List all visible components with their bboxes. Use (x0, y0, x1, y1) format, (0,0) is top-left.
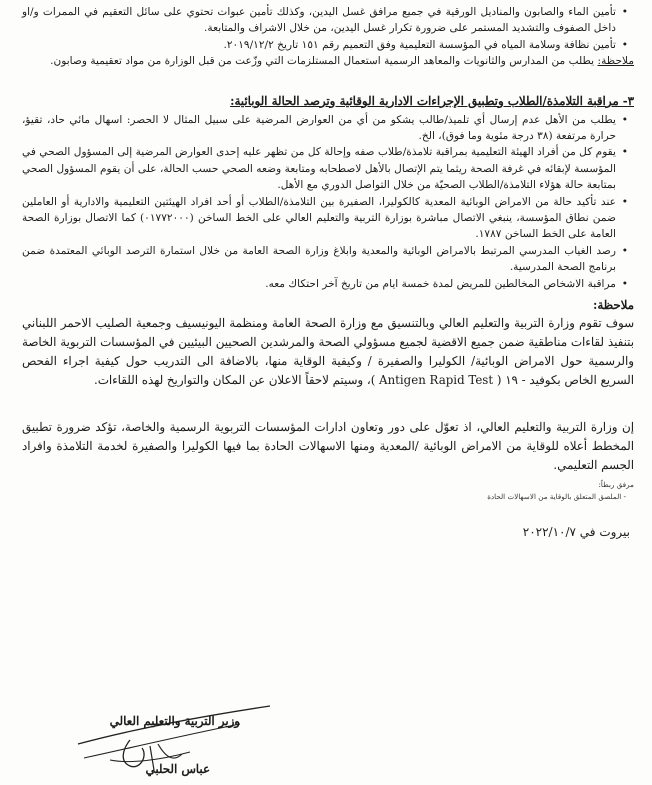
list-item: • مراقبة الاشخاص المخالطين للمريض لمدة خمسة ايام من تاريخ آخر احتكاك معه. (22, 276, 634, 292)
list-item: • عند تأكيد حالة من الامراض الوبائية المعدية كالكوليرا، الصفيرة بين التلامذة/الطلاب أو أحد افراد الهيئتين التعليمية والادارية أو العاملين ضمن نطاق المؤسسة، ينبغي الاتصال مباشرة بوزارة التربية والتعليم العالي على الخط الساخن (٠١٧٧٢٠٠٠) كما الاتصال بوزارة الصحة العامة على الخط الساخن ١٧٨٧. (22, 194, 634, 243)
attachment-block (22, 479, 634, 503)
attachment-label: مرفق ربطاً: (598, 480, 634, 490)
remark-heading: ملاحظة: (592, 298, 634, 313)
section-bullet-list (22, 112, 634, 292)
note-label: ملاحظة: (597, 55, 634, 68)
list-item: • يطلب من الأهل عدم إرسال أي تلميذ/طالب يشكو من أي من العوارض المرضية على سبيل المثال لا الحصر: اسهال مائي حاد، تقيؤ، حرارة مرتفعة (٣٨ درجة مئوية وما فوق)، الخ. (22, 112, 634, 145)
signature-title: وزير التربية والتعليم العالي (109, 714, 240, 728)
list-item: • رصد الغياب المدرسي المرتبط بالامراض الوبائية والمعدية وابلاغ وزارة الصحة العامة من خلال استمارة الترصد الوبائي المعتمدة ضمن برنامج الصحة المدرسية. (22, 243, 634, 276)
signature-name: عباس الحلبي (145, 762, 210, 776)
note-text: يطلب من المدارس والثانويات والمعاهد الرسمية استعمال المستلزمات التي وزّعت من قبل الوزارة من مواد تعقيمية وصابون. (50, 55, 595, 68)
section-heading: ٣- مراقبة التلامذة/الطلاب وتطبيق الإجراءات الادارية الوقائية وترصد الحالة الوبائية: (230, 93, 634, 108)
list-item: • يقوم كل من أفراد الهيئة التعليمية بمراقبة تلامذة/طلاب صفه وإحالة كل من تظهر عليه إحدى العوارض المرضية إلى المسؤول الصحي في المؤسسة لإبقائه في غرفة الصحة ريثما يتم الإتصال بالأهل لاصطحابه ومتابعة وضعه الصحي حسب الحالة، على أن يقوم المسؤول الصحي بمتابعة حالة هؤلاء التلامذة/الطلاب الصحيّة من خلال التواصل الدوري مع الأهل. (22, 144, 634, 193)
attachment-item: - الملصق المتعلق بالوقاية من الاسهالات الحادة (487, 492, 626, 502)
note-paragraph (22, 53, 634, 69)
list-item: • تأمين نظافة وسلامة المياه في المؤسسة التعليمية وفق التعميم رقم ١٥١ تاريخ ٢٠١٩/١٢/٢. (22, 37, 634, 53)
conclusion-paragraph: إن وزارة التربية والتعليم العالي، اذ تعوّل على دور وتعاون ادارات المؤسسات التربوية الرسمية والخاصة، تؤكد ضرورة تطبيق المخطط أعلاه للوقاية من الامراض الوبائية /المعدية ومنها الاسهالات الحادة بما فيها الكوليرا والصفيرة لخدمة التلامذة وافراد الجسم التعليمي. (22, 420, 634, 473)
list-item: • تأمين الماء والصابون والمناديل الورقية في جميع مرافق غسل اليدين، وكذلك تأمين عبوات تحتوي على سائل التعقيم في الممرات و/او داخل الصفوف والتشديد المستمر على ضرورة تكرار غسل اليدين، من خلال الاشراف والمتابعة. (22, 4, 634, 37)
remark-paragraph: سوف تقوم وزارة التربية والتعليم العالي وبالتنسيق مع وزارة الصحة العامة ومنظمة اليونيسيف وجمعية الصليب الاحمر اللبناني بتنفيذ لقاءات مناطقية ضمن جميع الاقضية لجميع مسؤولي الصحة والمرشدين الصحيين البيئيين في المؤسسات التربوية الخاصة والرسمية حول الامراض الوبائية/ الكوليرا والصفيرة / وكيفية الوقاية منها، بالاضافة الى التدريب حول كيفية اجراء الفحص السريع الخاص بكوفيد - ١٩ ( Antigen Rapid Test )، وسيتم لاحقاً الاعلان عن المكان والتواريخ لهذه اللقاءات. (22, 316, 634, 388)
signature-block (70, 700, 240, 785)
top-bullet-list (22, 4, 634, 53)
date-line: بيروت في ٢٠٢٢/١٠/٧ (522, 525, 630, 540)
